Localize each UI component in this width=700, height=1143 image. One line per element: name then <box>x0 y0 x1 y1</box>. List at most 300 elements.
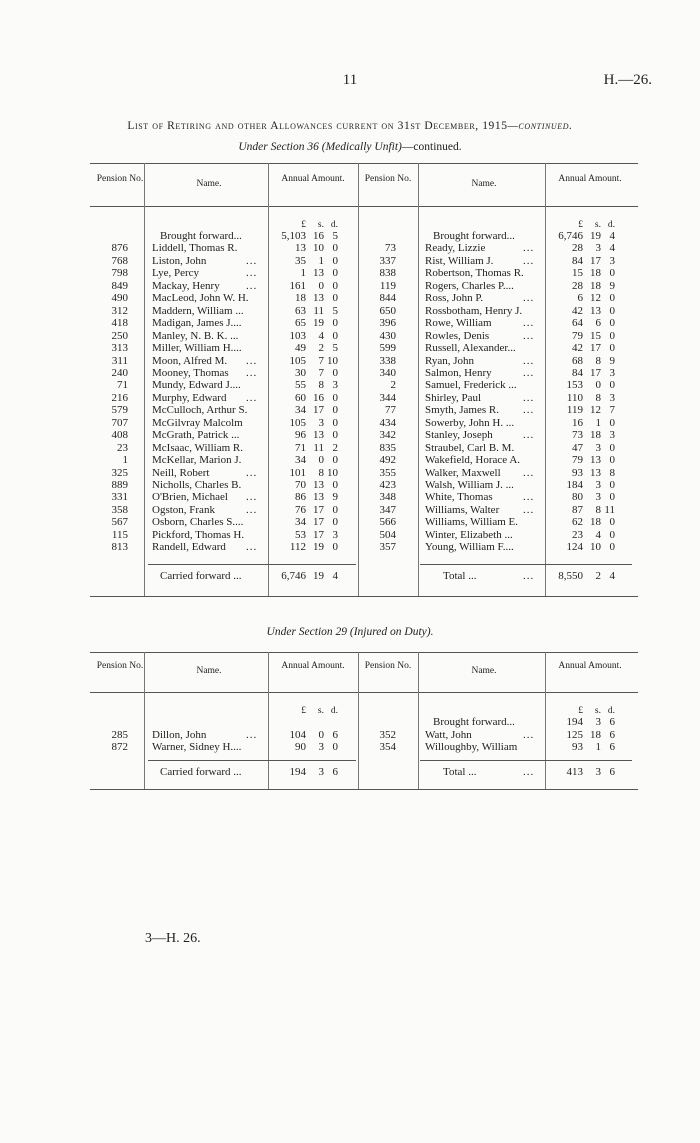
pension-number: 352 <box>379 728 396 741</box>
annual-amount <box>555 491 615 503</box>
leader-dots: ... <box>523 292 535 305</box>
annual-amount-l: 28 <box>572 242 583 255</box>
pensioner-name: Nicholls, Charles B. <box>152 479 242 491</box>
brought-forward-amount-d: 4 <box>609 230 615 242</box>
annual-amount-d: 0 <box>332 254 338 267</box>
annual-amount-d: 10 <box>327 354 338 367</box>
annual-amount <box>278 355 338 367</box>
annual-amount-d: 0 <box>609 267 615 280</box>
annual-amount <box>278 504 338 516</box>
annual-amount-s: 13 <box>590 304 601 317</box>
annual-amount <box>278 491 338 503</box>
pension-number: 344 <box>379 391 396 404</box>
annual-amount-l: 84 <box>572 254 583 267</box>
annual-amount-l: 16 <box>572 416 583 429</box>
pensioner-name: Watt, John <box>425 728 472 741</box>
page-footer: 3—H. 26. <box>145 931 201 946</box>
annual-amount-s: 17 <box>590 342 601 355</box>
pension-number: 490 <box>111 292 128 305</box>
annual-amount-l: 79 <box>572 454 583 467</box>
annual-amount <box>278 454 338 466</box>
annual-amount-s: 8 <box>595 503 601 516</box>
annual-amount-s: 10 <box>590 541 601 554</box>
annual-amount-s: 3 <box>595 479 601 491</box>
pension-number: 849 <box>111 279 128 292</box>
annual-amount-d: 0 <box>609 292 615 305</box>
header-name-right: Name. <box>471 666 497 676</box>
pension-number: 650 <box>379 304 396 317</box>
pensioner-name: Young, William F.... <box>425 541 514 554</box>
pension-number: 71 <box>117 379 128 392</box>
annual-amount-d: 0 <box>609 304 615 317</box>
annual-amount-d: 11 <box>604 503 615 516</box>
leader-dots: ... <box>523 503 535 516</box>
unit-pence: d. <box>330 706 338 716</box>
leader-dots: ... <box>246 254 258 267</box>
annual-amount <box>555 317 615 329</box>
pension-number: 876 <box>111 242 128 255</box>
pension-number: 285 <box>111 728 128 741</box>
pensioner-name: O'Brien, Michael <box>152 491 228 504</box>
header-pension-no-left: Pension No. <box>96 173 144 184</box>
leader-dots: ... <box>523 429 535 442</box>
annual-amount-l: 35 <box>295 254 306 267</box>
total-label: Total ... <box>443 570 477 582</box>
annual-amount-s: 11 <box>313 441 324 454</box>
table-bottom-rule <box>90 596 638 597</box>
total-leader-dots: ... <box>523 766 535 778</box>
carried-forward-amount-l: 6,746 <box>281 570 306 582</box>
annual-amount-l: 70 <box>295 479 306 491</box>
brought-forward-label: Brought forward... <box>433 230 515 242</box>
annual-amount-s: 17 <box>313 503 324 516</box>
brought-forward-amount-d: 6 <box>609 716 615 728</box>
annual-amount-s: 13 <box>313 429 324 442</box>
pension-number: 768 <box>111 254 128 267</box>
annual-amount-s: 16 <box>313 391 324 404</box>
pensioner-name: Walker, Maxwell <box>425 466 501 479</box>
leader-dots: ... <box>523 354 535 367</box>
annual-amount-l: 34 <box>295 516 306 529</box>
pensioner-name: Miller, William H.... <box>152 342 242 355</box>
annual-amount-s: 13 <box>590 466 601 479</box>
annual-amount-s: 17 <box>590 254 601 267</box>
pensioner-name: MacLeod, John W. H. <box>152 292 249 305</box>
pensioner-name: Williams, Walter <box>425 503 500 516</box>
carried-forward-amount-l: 194 <box>289 766 306 778</box>
annual-amount-s: 17 <box>313 404 324 417</box>
pensioner-name: Maddern, William ... <box>152 304 244 317</box>
annual-amount-d: 9 <box>332 491 338 504</box>
pension-number: 313 <box>111 342 128 355</box>
section-36-title: Under Section 36 (Medically Unfit) <box>238 141 402 153</box>
annual-amount <box>555 379 615 391</box>
annual-amount-s: 17 <box>590 366 601 379</box>
annual-amount <box>555 429 615 441</box>
pension-number: 250 <box>111 329 128 342</box>
annual-amount <box>278 404 338 416</box>
pension-number: 418 <box>111 317 128 330</box>
carried-forward-amount <box>278 766 338 778</box>
pensioner-name: Rist, William J. <box>425 254 494 267</box>
annual-amount-l: 105 <box>289 416 306 429</box>
annual-amount-s: 0 <box>318 454 324 467</box>
annual-amount-l: 124 <box>566 541 583 554</box>
column-rule <box>358 652 359 789</box>
column-rule <box>418 163 419 596</box>
pensioner-name: Rowe, William <box>425 317 492 330</box>
pensioner-name: Rowles, Denis <box>425 329 490 342</box>
annual-amount-l: 101 <box>289 466 306 479</box>
annual-amount-l: 71 <box>295 441 306 454</box>
brought-forward-label: Brought forward... <box>160 230 242 242</box>
annual-amount-d: 0 <box>332 454 338 467</box>
pensioner-name: Pickford, Thomas H. <box>152 528 245 541</box>
annual-amount <box>278 479 338 491</box>
annual-amount <box>555 255 615 267</box>
leader-dots: ... <box>523 317 535 330</box>
annual-amount-s: 11 <box>313 304 324 317</box>
header-bottom-rule <box>90 692 638 693</box>
leader-dots: ... <box>246 466 258 479</box>
annual-amount <box>278 541 338 553</box>
pensioner-name: Liston, John <box>152 254 207 267</box>
pension-number: 338 <box>379 354 396 367</box>
annual-amount-s: 8 <box>595 391 601 404</box>
leader-dots: ... <box>523 366 535 379</box>
annual-amount-s: 12 <box>590 404 601 417</box>
pensioner-name: White, Thomas <box>425 491 493 504</box>
pension-number: 835 <box>379 441 396 454</box>
column-rule <box>144 163 145 596</box>
annual-amount-l: 49 <box>295 342 306 355</box>
pensioner-name: Murphy, Edward <box>152 391 227 404</box>
annual-amount-d: 3 <box>332 379 338 392</box>
pensioner-name: Willoughby, William <box>425 741 518 753</box>
pensioner-name: Smyth, James R. <box>425 404 499 417</box>
annual-amount-d: 0 <box>332 429 338 442</box>
annual-amount <box>278 516 338 528</box>
pension-number: 408 <box>111 429 128 442</box>
leader-dots: ... <box>523 728 535 741</box>
page-number: 11 <box>342 72 358 88</box>
pension-number: 354 <box>379 741 396 753</box>
annual-amount-d: 0 <box>332 541 338 554</box>
annual-amount <box>555 267 615 279</box>
annual-amount-l: 55 <box>295 379 306 392</box>
annual-amount-d: 4 <box>609 242 615 255</box>
unit-shilling: s. <box>317 706 324 716</box>
pension-number: 872 <box>111 741 128 753</box>
pension-number: 337 <box>379 254 396 267</box>
document-title <box>0 120 700 132</box>
brought-forward-amount-l: 5,103 <box>281 230 306 242</box>
unit-pound: £ <box>301 706 306 716</box>
pension-number: 216 <box>111 391 128 404</box>
total-rule-left <box>148 760 356 761</box>
annual-amount-s: 15 <box>590 329 601 342</box>
pension-number: 434 <box>379 416 396 429</box>
pension-number: 340 <box>379 366 396 379</box>
annual-amount-l: 76 <box>295 503 306 516</box>
annual-amount <box>278 280 338 292</box>
annual-amount-l: 62 <box>572 516 583 529</box>
annual-amount-l: 13 <box>295 242 306 255</box>
leader-dots: ... <box>246 267 258 280</box>
annual-amount-l: 87 <box>572 503 583 516</box>
annual-amount-s: 2 <box>318 342 324 355</box>
pension-number: 889 <box>111 479 128 491</box>
annual-amount-s: 4 <box>595 528 601 541</box>
annual-amount <box>555 292 615 304</box>
pensioner-name: McGilvray Malcolm <box>152 416 243 429</box>
annual-amount-l: 96 <box>295 429 306 442</box>
annual-amount-s: 19 <box>313 541 324 554</box>
annual-amount <box>278 417 338 429</box>
annual-amount-l: 65 <box>295 317 306 330</box>
leader-dots: ... <box>246 366 258 379</box>
annual-amount <box>555 516 615 528</box>
pensioner-name: Salmon, Henry <box>425 366 492 379</box>
page-reference: H.—26. <box>603 72 652 88</box>
carried-forward-amount-d: 4 <box>332 570 338 582</box>
annual-amount <box>555 305 615 317</box>
annual-amount-s: 0 <box>595 379 601 392</box>
header-pension-no-right: Pension No. <box>364 661 412 671</box>
annual-amount-s: 18 <box>590 728 601 741</box>
annual-amount-s: 13 <box>313 479 324 491</box>
pension-number: 331 <box>111 491 128 504</box>
annual-amount-s: 17 <box>313 516 324 529</box>
column-rule <box>268 652 269 789</box>
annual-amount <box>278 442 338 454</box>
pension-number: 23 <box>117 441 128 454</box>
pension-number: 325 <box>111 466 128 479</box>
annual-amount-s: 1 <box>595 416 601 429</box>
annual-amount <box>555 479 615 491</box>
annual-amount-l: 125 <box>566 728 583 741</box>
annual-amount-d: 0 <box>332 404 338 417</box>
annual-amount-s: 7 <box>318 366 324 379</box>
pension-number: 430 <box>379 329 396 342</box>
carried-forward-label: Carried forward ... <box>160 766 242 778</box>
annual-amount <box>555 392 615 404</box>
annual-amount <box>555 404 615 416</box>
pension-number: 599 <box>379 342 396 355</box>
header-bottom-rule <box>90 206 638 207</box>
annual-amount-d: 0 <box>609 441 615 454</box>
annual-amount <box>278 529 338 541</box>
pension-number: 492 <box>379 454 396 467</box>
header-amount-left: Annual Amount. <box>281 661 345 671</box>
leader-dots: ... <box>523 404 535 417</box>
annual-amount-d: 0 <box>332 741 338 753</box>
annual-amount <box>278 242 338 254</box>
annual-amount-l: 153 <box>566 379 583 392</box>
brought-forward-label: Brought forward... <box>433 716 515 728</box>
annual-amount-l: 161 <box>289 279 306 292</box>
pensioner-name: Warner, Sidney H.... <box>152 741 242 753</box>
pensioner-name: Ogston, Frank <box>152 503 215 516</box>
total-amount-l: 8,550 <box>558 570 583 582</box>
pension-number: 357 <box>379 541 396 554</box>
annual-amount-s: 1 <box>318 254 324 267</box>
leader-dots: ... <box>246 391 258 404</box>
annual-amount-d: 0 <box>332 479 338 491</box>
pension-number: 396 <box>379 317 396 330</box>
annual-amount-s: 7 <box>318 354 324 367</box>
pension-number: 342 <box>379 429 396 442</box>
column-rule <box>545 652 546 789</box>
leader-dots: ... <box>246 491 258 504</box>
pensioner-name: McGrath, Patrick ... <box>152 429 240 442</box>
brought-forward-amount <box>278 230 338 242</box>
title-main: List of Retiring and other Allowances current on 31st December, 1915 <box>127 120 508 132</box>
carried-forward-amount <box>278 570 338 582</box>
unit-shilling: s. <box>594 220 601 230</box>
pensioner-name: Lye, Percy <box>152 267 200 280</box>
pensioner-name: Ryan, John <box>425 354 475 367</box>
pensioner-name: Winter, Elizabeth ... <box>425 528 513 541</box>
pension-number: 423 <box>379 479 396 491</box>
annual-amount <box>278 267 338 279</box>
brought-forward-amount <box>555 230 615 242</box>
annual-amount <box>278 741 338 753</box>
annual-amount-d: 0 <box>609 541 615 554</box>
pensioner-name: Shirley, Paul <box>425 391 482 404</box>
annual-amount <box>555 504 615 516</box>
pension-number: 844 <box>379 292 396 305</box>
pensioner-name: McKellar, Marion J. <box>152 454 242 467</box>
annual-amount-s: 3 <box>318 416 324 429</box>
leader-dots: ... <box>246 541 258 554</box>
annual-amount-s: 18 <box>590 429 601 442</box>
annual-amount-s: 1 <box>595 741 601 753</box>
annual-amount <box>555 442 615 454</box>
pension-number: 1 <box>122 454 128 467</box>
total-rule-right <box>420 564 632 565</box>
annual-amount-s: 8 <box>318 466 324 479</box>
leader-dots: ... <box>523 391 535 404</box>
pensioner-name: McCulloch, Arthur S. <box>152 404 248 417</box>
pension-number: 798 <box>111 267 128 280</box>
column-rule <box>545 163 546 596</box>
total-rule-right <box>420 760 632 761</box>
annual-amount-d: 3 <box>609 429 615 442</box>
annual-amount-l: 64 <box>572 317 583 330</box>
pension-number: 115 <box>111 528 128 541</box>
carried-forward-amount-d: 6 <box>332 766 338 778</box>
pensioner-name: Mooney, Thomas <box>152 366 229 379</box>
annual-amount-d: 5 <box>332 304 338 317</box>
annual-amount-s: 3 <box>595 491 601 504</box>
annual-amount-l: 184 <box>566 479 583 491</box>
pension-number: 567 <box>111 516 128 529</box>
annual-amount <box>278 317 338 329</box>
annual-amount <box>278 467 338 479</box>
brought-forward-amount-l: 6,746 <box>558 230 583 242</box>
header-name-left: Name. <box>196 666 222 676</box>
carried-forward-label: Carried forward ... <box>160 570 242 582</box>
pension-number: 312 <box>111 304 128 317</box>
annual-amount-l: 84 <box>572 366 583 379</box>
annual-amount-d: 7 <box>609 404 615 417</box>
annual-amount-d: 0 <box>609 454 615 467</box>
annual-amount-s: 4 <box>318 329 324 342</box>
brought-forward-amount-s: 16 <box>313 230 324 242</box>
annual-amount-d: 0 <box>332 329 338 342</box>
leader-dots: ... <box>523 491 535 504</box>
annual-amount <box>278 429 338 441</box>
total-amount-d: 6 <box>609 766 615 778</box>
pensioner-name: Rossbotham, Henry J. <box>425 304 523 317</box>
pension-number: 358 <box>111 503 128 516</box>
annual-amount-d: 3 <box>609 391 615 404</box>
annual-amount <box>278 255 338 267</box>
header-amount-left: Annual Amount. <box>281 173 345 184</box>
annual-amount-s: 0 <box>318 728 324 741</box>
annual-amount-s: 3 <box>318 741 324 753</box>
column-rule <box>268 163 269 596</box>
annual-amount-l: 42 <box>572 304 583 317</box>
table-top-rule <box>90 652 638 653</box>
annual-amount-l: 60 <box>295 391 306 404</box>
table-bottom-rule <box>90 789 638 790</box>
leader-dots: ... <box>523 254 535 267</box>
annual-amount <box>555 367 615 379</box>
annual-amount <box>555 342 615 354</box>
annual-amount-l: 18 <box>295 292 306 305</box>
pension-number: 240 <box>111 366 128 379</box>
annual-amount-l: 34 <box>295 454 306 467</box>
annual-amount <box>278 342 338 354</box>
header-amount-right: Annual Amount. <box>558 173 622 184</box>
annual-amount <box>278 392 338 404</box>
unit-pence: d. <box>607 706 615 716</box>
annual-amount-l: 30 <box>295 366 306 379</box>
leader-dots: ... <box>246 354 258 367</box>
annual-amount-l: 103 <box>289 329 306 342</box>
annual-amount-d: 3 <box>332 528 338 541</box>
annual-amount-d: 0 <box>609 528 615 541</box>
annual-amount-d: 0 <box>609 491 615 504</box>
annual-amount-d: 6 <box>609 741 615 753</box>
annual-amount-d: 8 <box>609 466 615 479</box>
annual-amount-l: 42 <box>572 342 583 355</box>
section-29-heading: Under Section 29 (Injured on Duty). <box>266 626 434 638</box>
annual-amount-l: 112 <box>289 541 306 554</box>
annual-amount-d: 0 <box>332 366 338 379</box>
pension-number: 348 <box>379 491 396 504</box>
annual-amount-s: 13 <box>313 491 324 504</box>
pensioner-name: Samuel, Frederick ... <box>425 379 517 392</box>
pension-number: 77 <box>385 404 396 417</box>
pensioner-name: Straubel, Carl B. M. <box>425 441 515 454</box>
header-pension-no-left: Pension No. <box>96 661 144 671</box>
unit-pound: £ <box>578 706 583 716</box>
header-name-right: Name. <box>471 178 497 189</box>
total-amount <box>555 766 615 778</box>
unit-shilling: s. <box>317 220 324 230</box>
annual-amount-l: 80 <box>572 491 583 504</box>
annual-amount-s: 0 <box>318 279 324 292</box>
pensioner-name: Mackay, Henry <box>152 279 220 292</box>
annual-amount-d: 0 <box>609 317 615 330</box>
currency-units <box>278 705 338 717</box>
annual-amount <box>278 729 338 741</box>
annual-amount-l: 15 <box>572 267 583 280</box>
pensioner-name: Mundy, Edward J.... <box>152 379 241 392</box>
